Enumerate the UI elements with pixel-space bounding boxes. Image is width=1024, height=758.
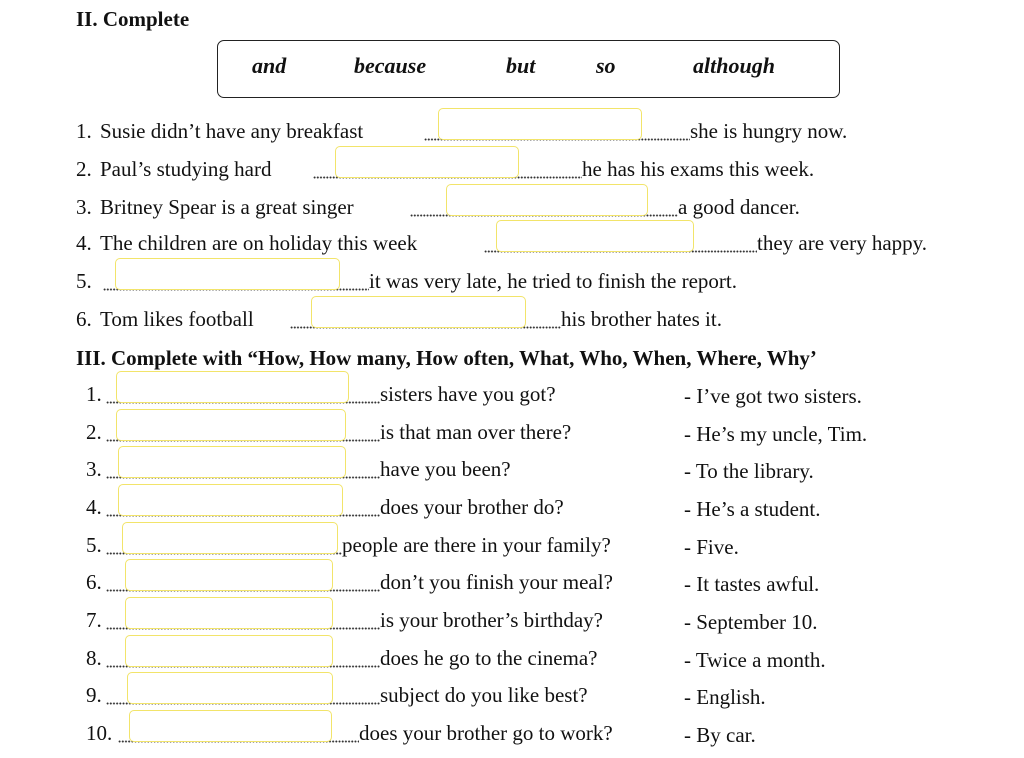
- word-but: but: [506, 53, 536, 78]
- s3-item-number: 3.: [86, 457, 102, 481]
- s3-answer-box[interactable]: [129, 710, 332, 742]
- s3-answer-box[interactable]: [116, 371, 349, 403]
- s3-item-number: 4.: [86, 495, 102, 519]
- s2-item-number: 3.: [76, 195, 92, 219]
- s3-item-answer: - I’ve got two sisters.: [684, 384, 862, 408]
- word-so: so: [596, 53, 616, 78]
- s2-item-text-before: The children are on holiday this week: [100, 231, 418, 255]
- s2-answer-box[interactable]: [335, 146, 519, 178]
- section3-title: III. Complete with “How, How many, How often, What, Who, When, Where, Why’: [76, 346, 817, 370]
- s2-item-text-before: Tom likes football: [100, 307, 254, 331]
- s3-item-answer: - He’s a student.: [684, 497, 821, 521]
- s3-item-answer: - Five.: [684, 535, 739, 559]
- s3-item-question: does your brother do?: [380, 495, 564, 519]
- s2-item-number: 1.: [76, 119, 92, 143]
- s3-item-answer: - September 10.: [684, 610, 818, 634]
- s3-item-number: 1.: [86, 382, 102, 406]
- s3-item-question: sisters have you got?: [380, 382, 556, 406]
- s3-item-question: people are there in your family?: [342, 533, 611, 557]
- s2-item-text-after: it was very late, he tried to finish the report.: [369, 269, 737, 293]
- s3-item-number: 6.: [86, 570, 102, 594]
- s3-item-answer: - English.: [684, 685, 766, 709]
- s3-answer-box[interactable]: [118, 484, 343, 516]
- s3-answer-box[interactable]: [122, 522, 338, 554]
- s3-item-question: don’t you finish your meal?: [380, 570, 613, 594]
- s3-item-question: does your brother go to work?: [359, 721, 613, 745]
- s2-item-text-after: his brother hates it.: [561, 307, 722, 331]
- s2-answer-box[interactable]: [115, 258, 340, 290]
- s2-item-number: 5.: [76, 269, 92, 293]
- word-because: because: [354, 53, 427, 78]
- s3-item-question: have you been?: [380, 457, 511, 481]
- s3-item-answer: - By car.: [684, 723, 756, 747]
- s3-item-number: 2.: [86, 420, 102, 444]
- s2-item-text-before: Britney Spear is a great singer: [100, 195, 354, 219]
- s2-item-text-after: a good dancer.: [678, 195, 800, 219]
- s3-answer-box[interactable]: [116, 409, 346, 441]
- s2-item-number: 6.: [76, 307, 92, 331]
- section2-title: II. Complete: [76, 7, 190, 31]
- s3-item-question: is your brother’s birthday?: [380, 608, 603, 632]
- s3-answer-box[interactable]: [127, 672, 333, 704]
- s3-item-number: 5.: [86, 533, 102, 557]
- s2-answer-box[interactable]: [446, 184, 648, 216]
- s3-item-answer: - He’s my uncle, Tim.: [684, 422, 868, 446]
- s2-answer-box[interactable]: [311, 296, 526, 328]
- word-although: although: [693, 53, 775, 78]
- s3-item-question: does he go to the cinema?: [380, 646, 598, 670]
- s2-item-text-before: Susie didn’t have any breakfast: [100, 119, 364, 143]
- s3-item-question: is that man over there?: [380, 420, 572, 444]
- s3-item-question: subject do you like best?: [380, 683, 588, 707]
- s2-item-text-after: they are very happy.: [757, 231, 928, 255]
- word-and: and: [252, 53, 287, 78]
- s3-answer-box[interactable]: [125, 559, 333, 591]
- s2-item-number: 4.: [76, 231, 92, 255]
- s3-item-number: 7.: [86, 608, 102, 632]
- s3-item-answer: - To the library.: [684, 459, 814, 483]
- s2-item-number: 2.: [76, 157, 92, 181]
- s2-item-text-after: he has his exams this week.: [582, 157, 815, 181]
- s3-item-answer: - It tastes awful.: [684, 572, 820, 596]
- s3-answer-box[interactable]: [118, 446, 346, 478]
- s3-item-number: 9.: [86, 683, 102, 707]
- s3-answer-box[interactable]: [125, 597, 333, 629]
- s3-item-number: 10.: [86, 721, 113, 745]
- s2-answer-box[interactable]: [438, 108, 642, 140]
- s3-item-number: 8.: [86, 646, 102, 670]
- s2-item-text-before: Paul’s studying hard: [100, 157, 272, 181]
- s2-item-text-after: she is hungry now.: [690, 119, 848, 143]
- s3-answer-box[interactable]: [125, 635, 333, 667]
- s3-item-answer: - Twice a month.: [684, 648, 826, 672]
- s2-answer-box[interactable]: [496, 220, 694, 252]
- word-bank: [217, 40, 840, 98]
